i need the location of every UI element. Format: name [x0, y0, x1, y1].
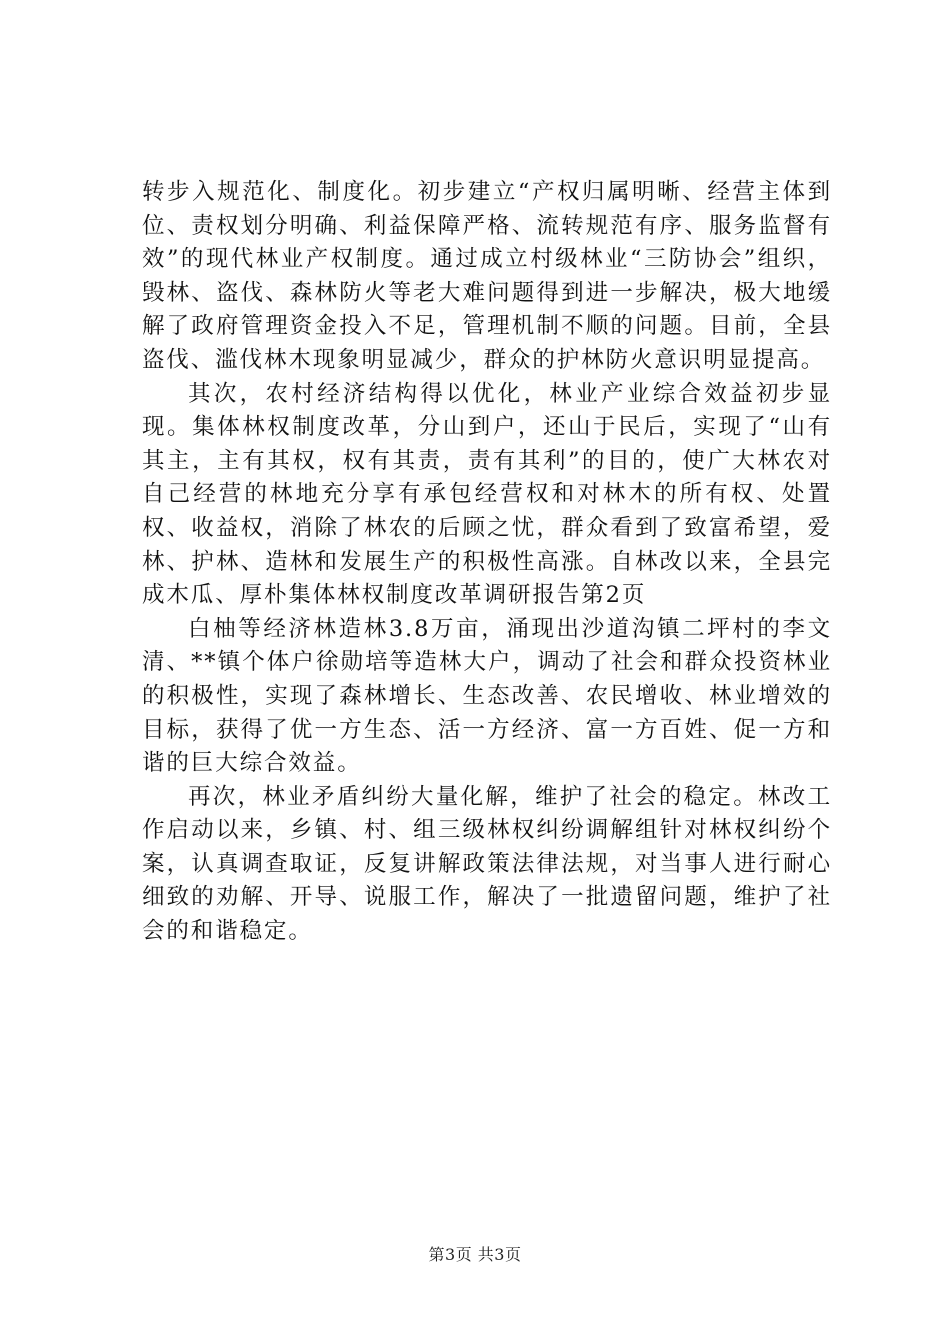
paragraph-1: 转步入规范化、制度化。初步建立“产权归属明晰、经营主体到位、责权划分明确、利益保障严格、流转规范有序、服务监督有效”的现代林业产权制度。通过成立村级林业“三防协会”组织，毁林、盗伐、森林防火等老大难问题得到进一步解决，极大地缓解了政府管理资金投入不足，管理机制不顺的问题。目前，全县盗伐、滥伐林木现象明显减少，群众的护林防火意识明显提高。 — [142, 179, 832, 373]
page-footer: 第3页 共3页 — [428, 1245, 522, 1264]
paragraph-3: 白柚等经济林造林3.8万亩，涌现出沙道沟镇二坪村的李文清、**镇个体户徐勋培等造林大户，调动了社会和群众投资林业的积极性，实现了森林增长、生态改善、农民增收、林业增效的目标，获得了优一方生态、活一方经济、富一方百姓、促一方和谐的巨大综合效益。 — [142, 615, 832, 777]
document-body — [142, 176, 832, 949]
paragraph-4: 再次，林业矛盾纠纷大量化解，维护了社会的稳定。林改工作启动以来，乡镇、村、组三级林权纠纷调解组针对林权纠纷个案，认真调查取证，反复讲解政策法律法规，对当事人进行耐心细致的劝解、开导、说服工作，解决了一批遗留问题，维护了社会的和谐稳定。 — [142, 783, 832, 945]
paragraph-2: 其次，农村经济结构得以优化，林业产业综合效益初步显现。集体林权制度改革，分山到户，还山于民后，实现了“山有其主，主有其权，权有其责，责有其利”的目的，使广大林农对自己经营的林地充分享有承包经营权和对林木的所有权、处置权、收益权，消除了林农的后顾之忧，群众看到了致富希望，爱林、护林、造林和发展生产的积极性高涨。自林改以来，全县完成木瓜、厚朴集体林权制度改革调研报告第2页 — [142, 380, 832, 609]
